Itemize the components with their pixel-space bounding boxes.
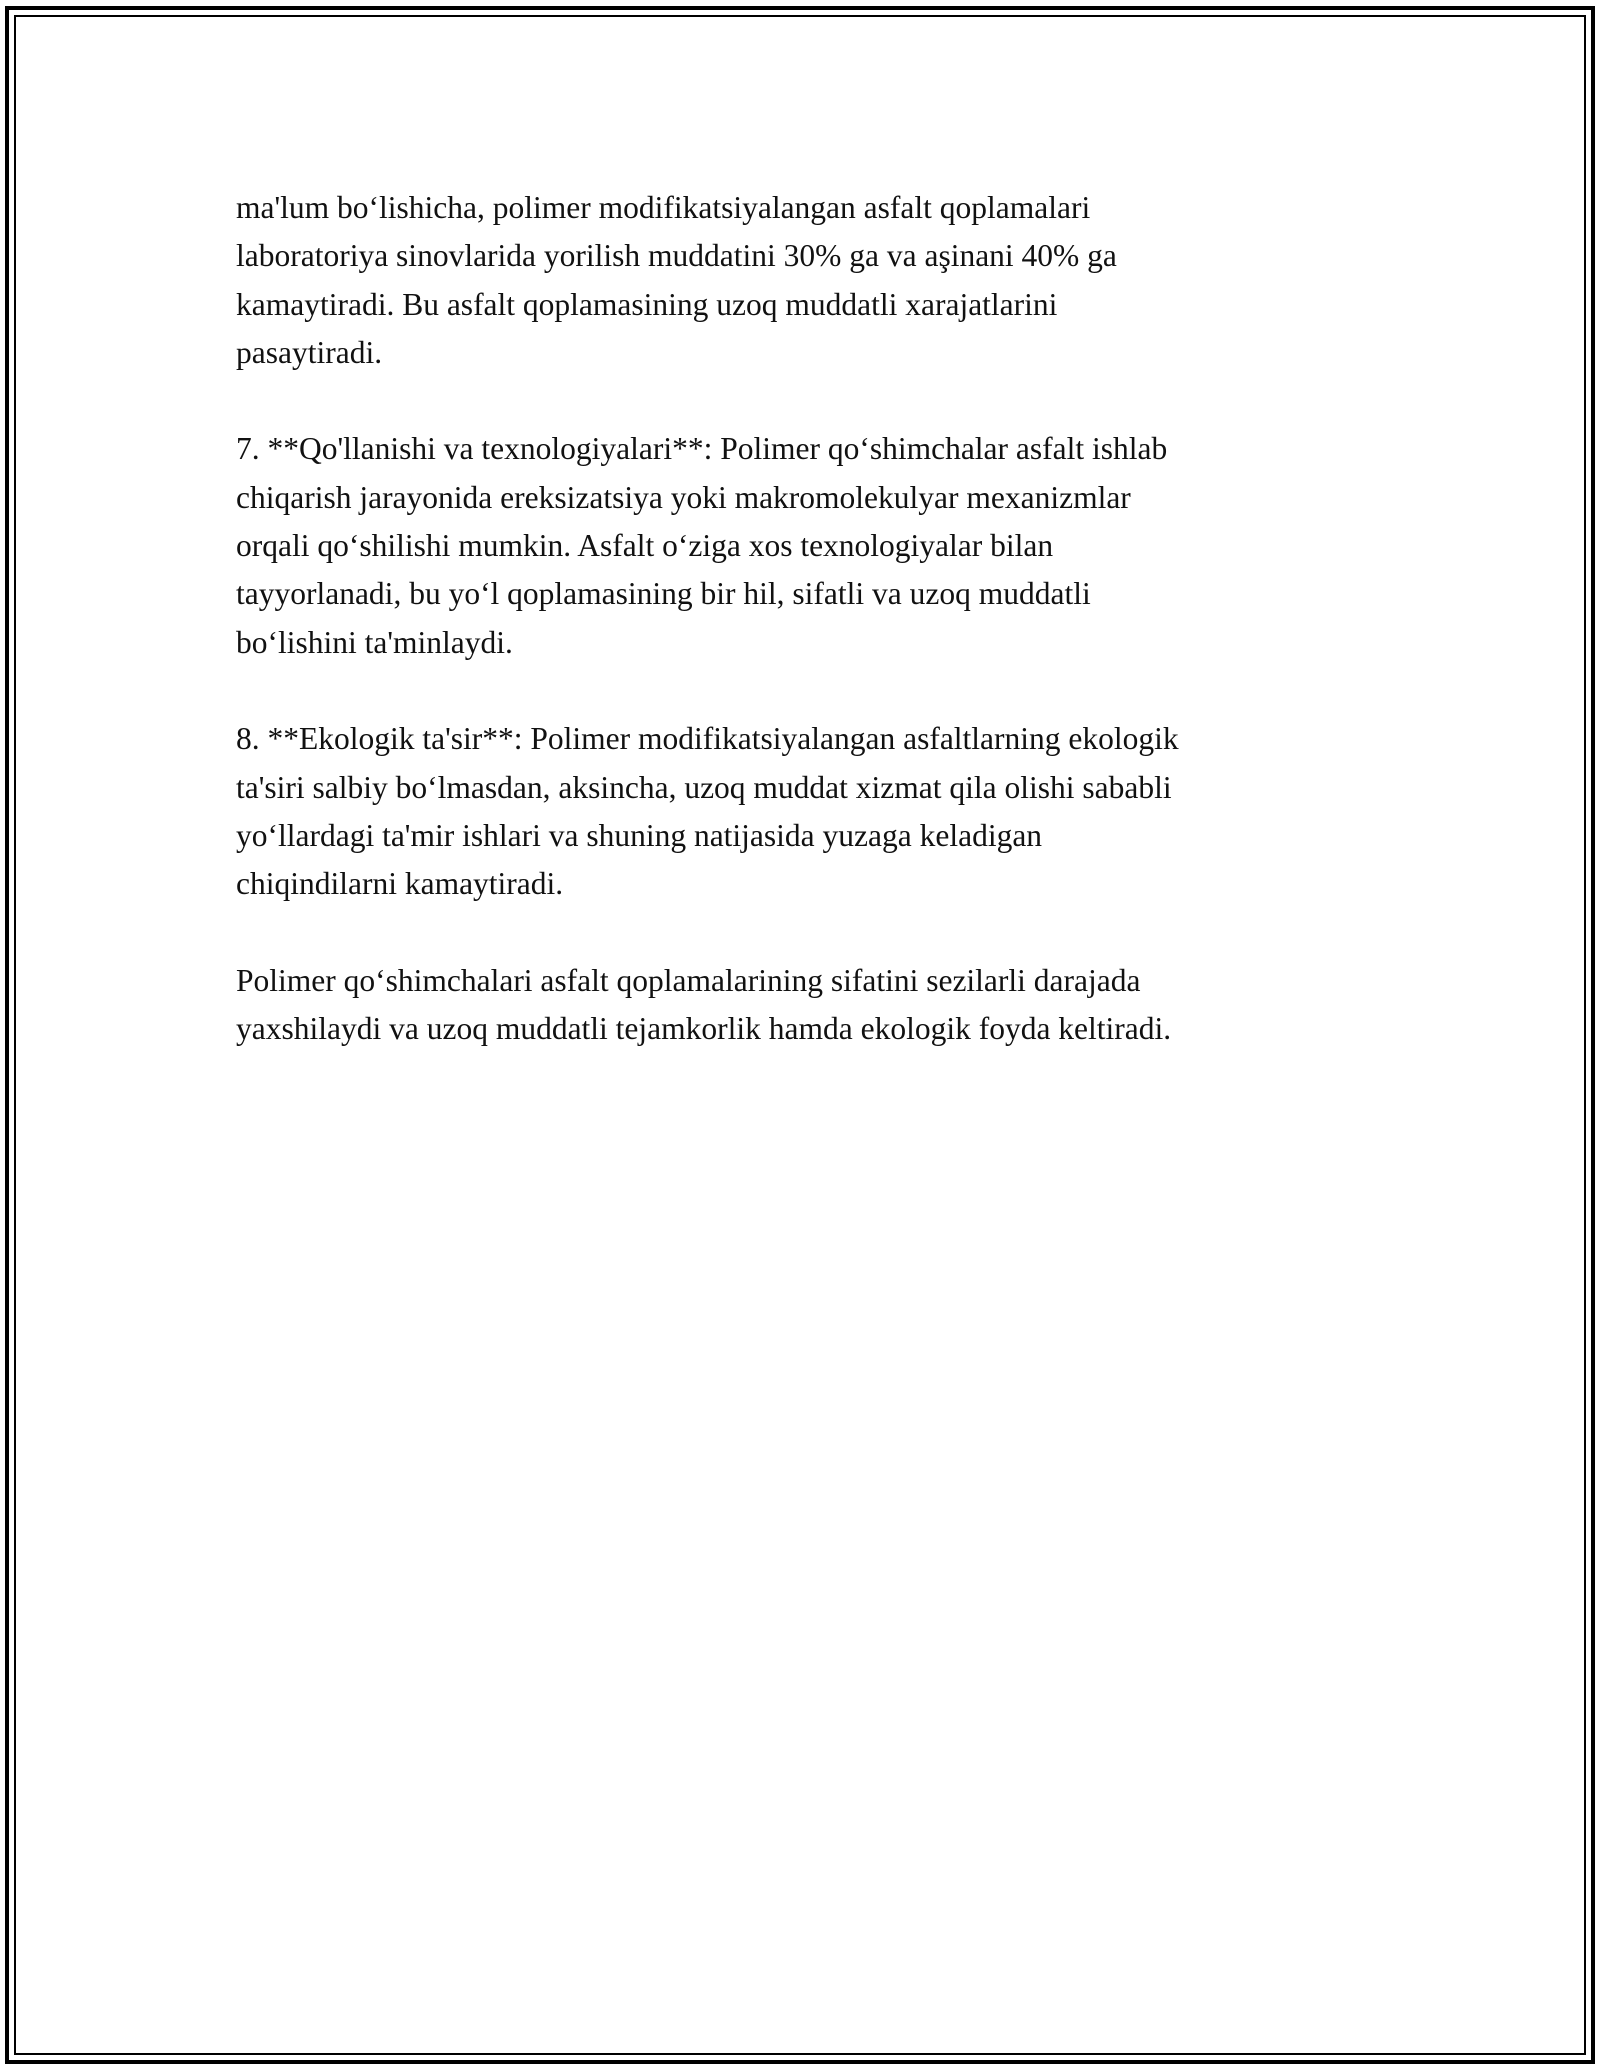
text-line: orqali qo‘shilishi mumkin. Asfalt o‘ziga xos texnologiyalar bilan: [236, 528, 1054, 564]
text-line: yaxshilaydi va uzoq muddatli tejamkorlik hamda ekologik foyda keltiradi.: [236, 1011, 1172, 1047]
text-line: kamaytiradi. Bu asfalt qoplamasining uzoq muddatli xarajatlarini: [236, 286, 1058, 322]
text-line: Polimer qo‘shimchalari asfalt qoplamalarining sifatini sezilarli darajada: [236, 962, 1141, 998]
text-line: ma'lum bo‘lishicha, polimer modifikatsiyalangan asfalt qoplamalari: [236, 190, 1091, 225]
text-line: pasaytiradi.: [236, 334, 383, 370]
text-line: 7. **Qo'llanishi va texnologiyalari**: Polimer qo‘shimchalar asfalt ishlab: [236, 431, 1168, 467]
text-line: bo‘lishini ta'minlaydi.: [236, 624, 513, 660]
paragraph-application-technologies: [236, 425, 1356, 666]
text-line: 8. **Ekologik ta'sir**: Polimer modifikatsiyalangan asfaltlarning ekologik: [236, 721, 1179, 757]
paragraph-ecological-impact: [236, 715, 1356, 908]
text-line: chiqarish jarayonida ereksizatsiya yoki makromolekulyar mexanizmlar: [236, 479, 1131, 515]
paragraph-conclusion: [236, 957, 1356, 1054]
text-line: chiqindilarni kamaytiradi.: [236, 866, 564, 902]
text-line: yo‘llardagi ta'mir ishlari va shuning natijasida yuzaga keladigan: [236, 817, 1043, 853]
text-line: ta'siri salbiy bo‘lmasdan, aksincha, uzoq muddat xizmat qila olishi sababli: [236, 769, 1172, 805]
document-body: [236, 184, 1356, 1102]
text-line: laboratoriya sinovlarida yorilish muddatini 30% ga va aşinani 40% ga: [236, 238, 1117, 274]
text-line: tayyorlanadi, bu yo‘l qoplamasining bir hil, sifatli va uzoq muddatli: [236, 576, 1091, 612]
paragraph-results: [236, 184, 1356, 377]
